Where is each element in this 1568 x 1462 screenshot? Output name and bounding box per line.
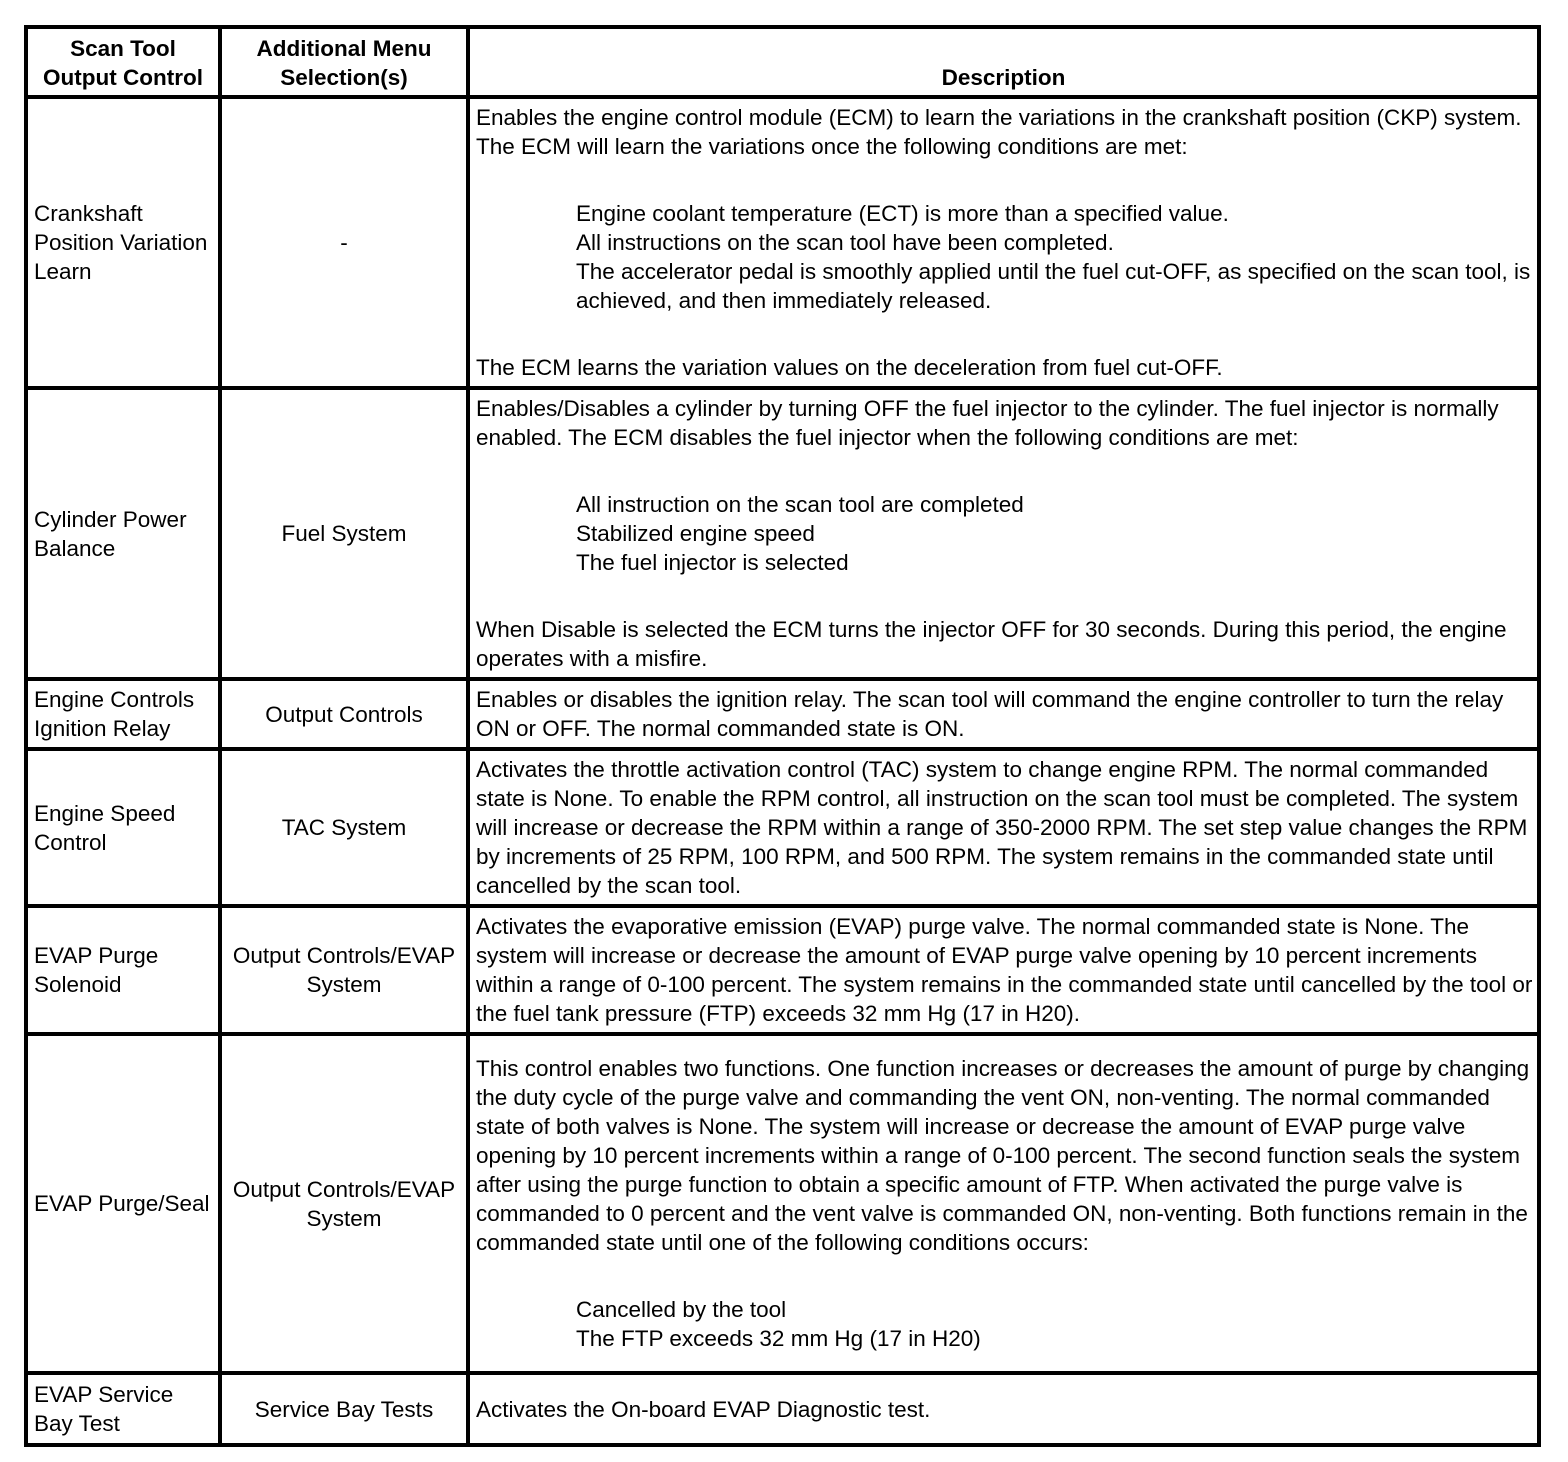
condition-list: [476, 490, 1533, 577]
header-description: Description: [468, 27, 1539, 97]
row-menu-selection: Output Controls/EVAP System: [220, 906, 468, 1034]
description-outro: The ECM learns the variation values on the deceleration from fuel cut-OFF.: [476, 355, 1223, 380]
row-control-name: Engine Controls Ignition Relay: [26, 679, 220, 749]
row-control-name: EVAP Service Bay Test: [26, 1373, 220, 1445]
row-description: Activates the On-board EVAP Diagnostic test.: [468, 1373, 1539, 1445]
row-control-name: Crankshaft Position Variation Learn: [26, 97, 220, 388]
row-control-name: EVAP Purge Solenoid: [26, 906, 220, 1034]
row-menu-selection: Service Bay Tests: [220, 1373, 468, 1445]
table-row: [26, 1373, 1539, 1445]
header-col1-line2: Output Control: [43, 65, 203, 90]
table-header-row: [26, 27, 1539, 97]
row-menu-selection: Output Controls: [220, 679, 468, 749]
header-scan-tool-output-control: [26, 27, 220, 97]
table-row: [26, 1034, 1539, 1373]
list-item: The fuel injector is selected: [576, 550, 849, 575]
document-page: [24, 25, 1541, 1447]
list-item: All instruction on the scan tool are completed: [576, 492, 1024, 517]
condition-list: [476, 199, 1533, 315]
list-item: All instructions on the scan tool have been completed.: [576, 230, 1114, 255]
row-description: Enables or disables the ignition relay. The scan tool will command the engine controller to turn the relay ON or OFF. The normal commanded state is ON.: [468, 679, 1539, 749]
table-row: [26, 679, 1539, 749]
row-description: [468, 1034, 1539, 1373]
list-item: Engine coolant temperature (ECT) is more than a specified value.: [576, 201, 1229, 226]
header-col2-line1: Additional Menu: [256, 36, 432, 61]
condition-list: [476, 1295, 1533, 1353]
row-description: Activates the throttle activation control (TAC) system to change engine RPM. The normal commanded state is None. To enable the RPM control, all instruction on the scan tool must be completed. The system will increase or decrease the RPM within a range of 350-2000 RPM. The set step value changes the RPM by increments of 25 RPM, 100 RPM, and 500 RPM. The system remains in the commanded state until cancelled by the scan tool.: [468, 749, 1539, 906]
row-description: [468, 388, 1539, 679]
list-item: The FTP exceeds 32 mm Hg (17 in H20): [576, 1326, 981, 1351]
row-menu-selection: Fuel System: [220, 388, 468, 679]
table-row: [26, 906, 1539, 1034]
header-col2-line2: Selection(s): [280, 65, 408, 90]
header-additional-menu-selections: [220, 27, 468, 97]
table-row: [26, 749, 1539, 906]
description-intro: Enables the engine control module (ECM) to learn the variations in the crankshaft position (CKP) system. The ECM will learn the variations once the following conditions are met:: [476, 105, 1522, 159]
list-item: Stabilized engine speed: [576, 521, 815, 546]
row-description: Activates the evaporative emission (EVAP) purge valve. The normal commanded state is None. The system will increase or decrease the amount of EVAP purge valve opening by 10 percent increments within a range of 0-100 percent. The system remains in the commanded state until cancelled by the tool or the fuel tank pressure (FTP) exceeds 32 mm Hg (17 in H20).: [468, 906, 1539, 1034]
row-menu-selection: Output Controls/EVAP System: [220, 1034, 468, 1373]
row-description: [468, 97, 1539, 388]
table-row: [26, 388, 1539, 679]
table-row: [26, 97, 1539, 388]
output-controls-table: [24, 25, 1541, 1447]
description-outro: When Disable is selected the ECM turns the injector OFF for 30 seconds. During this period, the engine operates with a misfire.: [476, 617, 1507, 671]
row-menu-selection: -: [220, 97, 468, 388]
row-control-name: Cylinder Power Balance: [26, 388, 220, 679]
row-control-name: EVAP Purge/Seal: [26, 1034, 220, 1373]
list-item: Cancelled by the tool: [576, 1297, 787, 1322]
row-control-name: Engine Speed Control: [26, 749, 220, 906]
description-intro: Enables/Disables a cylinder by turning OFF the fuel injector to the cylinder. The fuel injector is normally enabled. The ECM disables the fuel injector when the following conditions are met:: [476, 396, 1499, 450]
list-item: The accelerator pedal is smoothly applied until the fuel cut-OFF, as specified on the scan tool, is achieved, and then immediately released.: [576, 259, 1531, 313]
description-intro: This control enables two functions. One function increases or decreases the amount of purge by changing the duty cycle of the purge valve and commanding the vent ON, non-venting. The normal commanded state of both valves is None. The system will increase or decrease the amount of EVAP purge valve opening by 10 percent increments within a range of 0-100 percent. The second function seals the system after using the purge function to obtain a specific amount of FTP. When activated the purge valve is commanded to 0 percent and the vent valve is commanded ON, non-venting. Both functions remain in the commanded state until one of the following conditions occurs:: [476, 1056, 1530, 1255]
header-col1-line1: Scan Tool: [70, 36, 176, 61]
row-menu-selection: TAC System: [220, 749, 468, 906]
